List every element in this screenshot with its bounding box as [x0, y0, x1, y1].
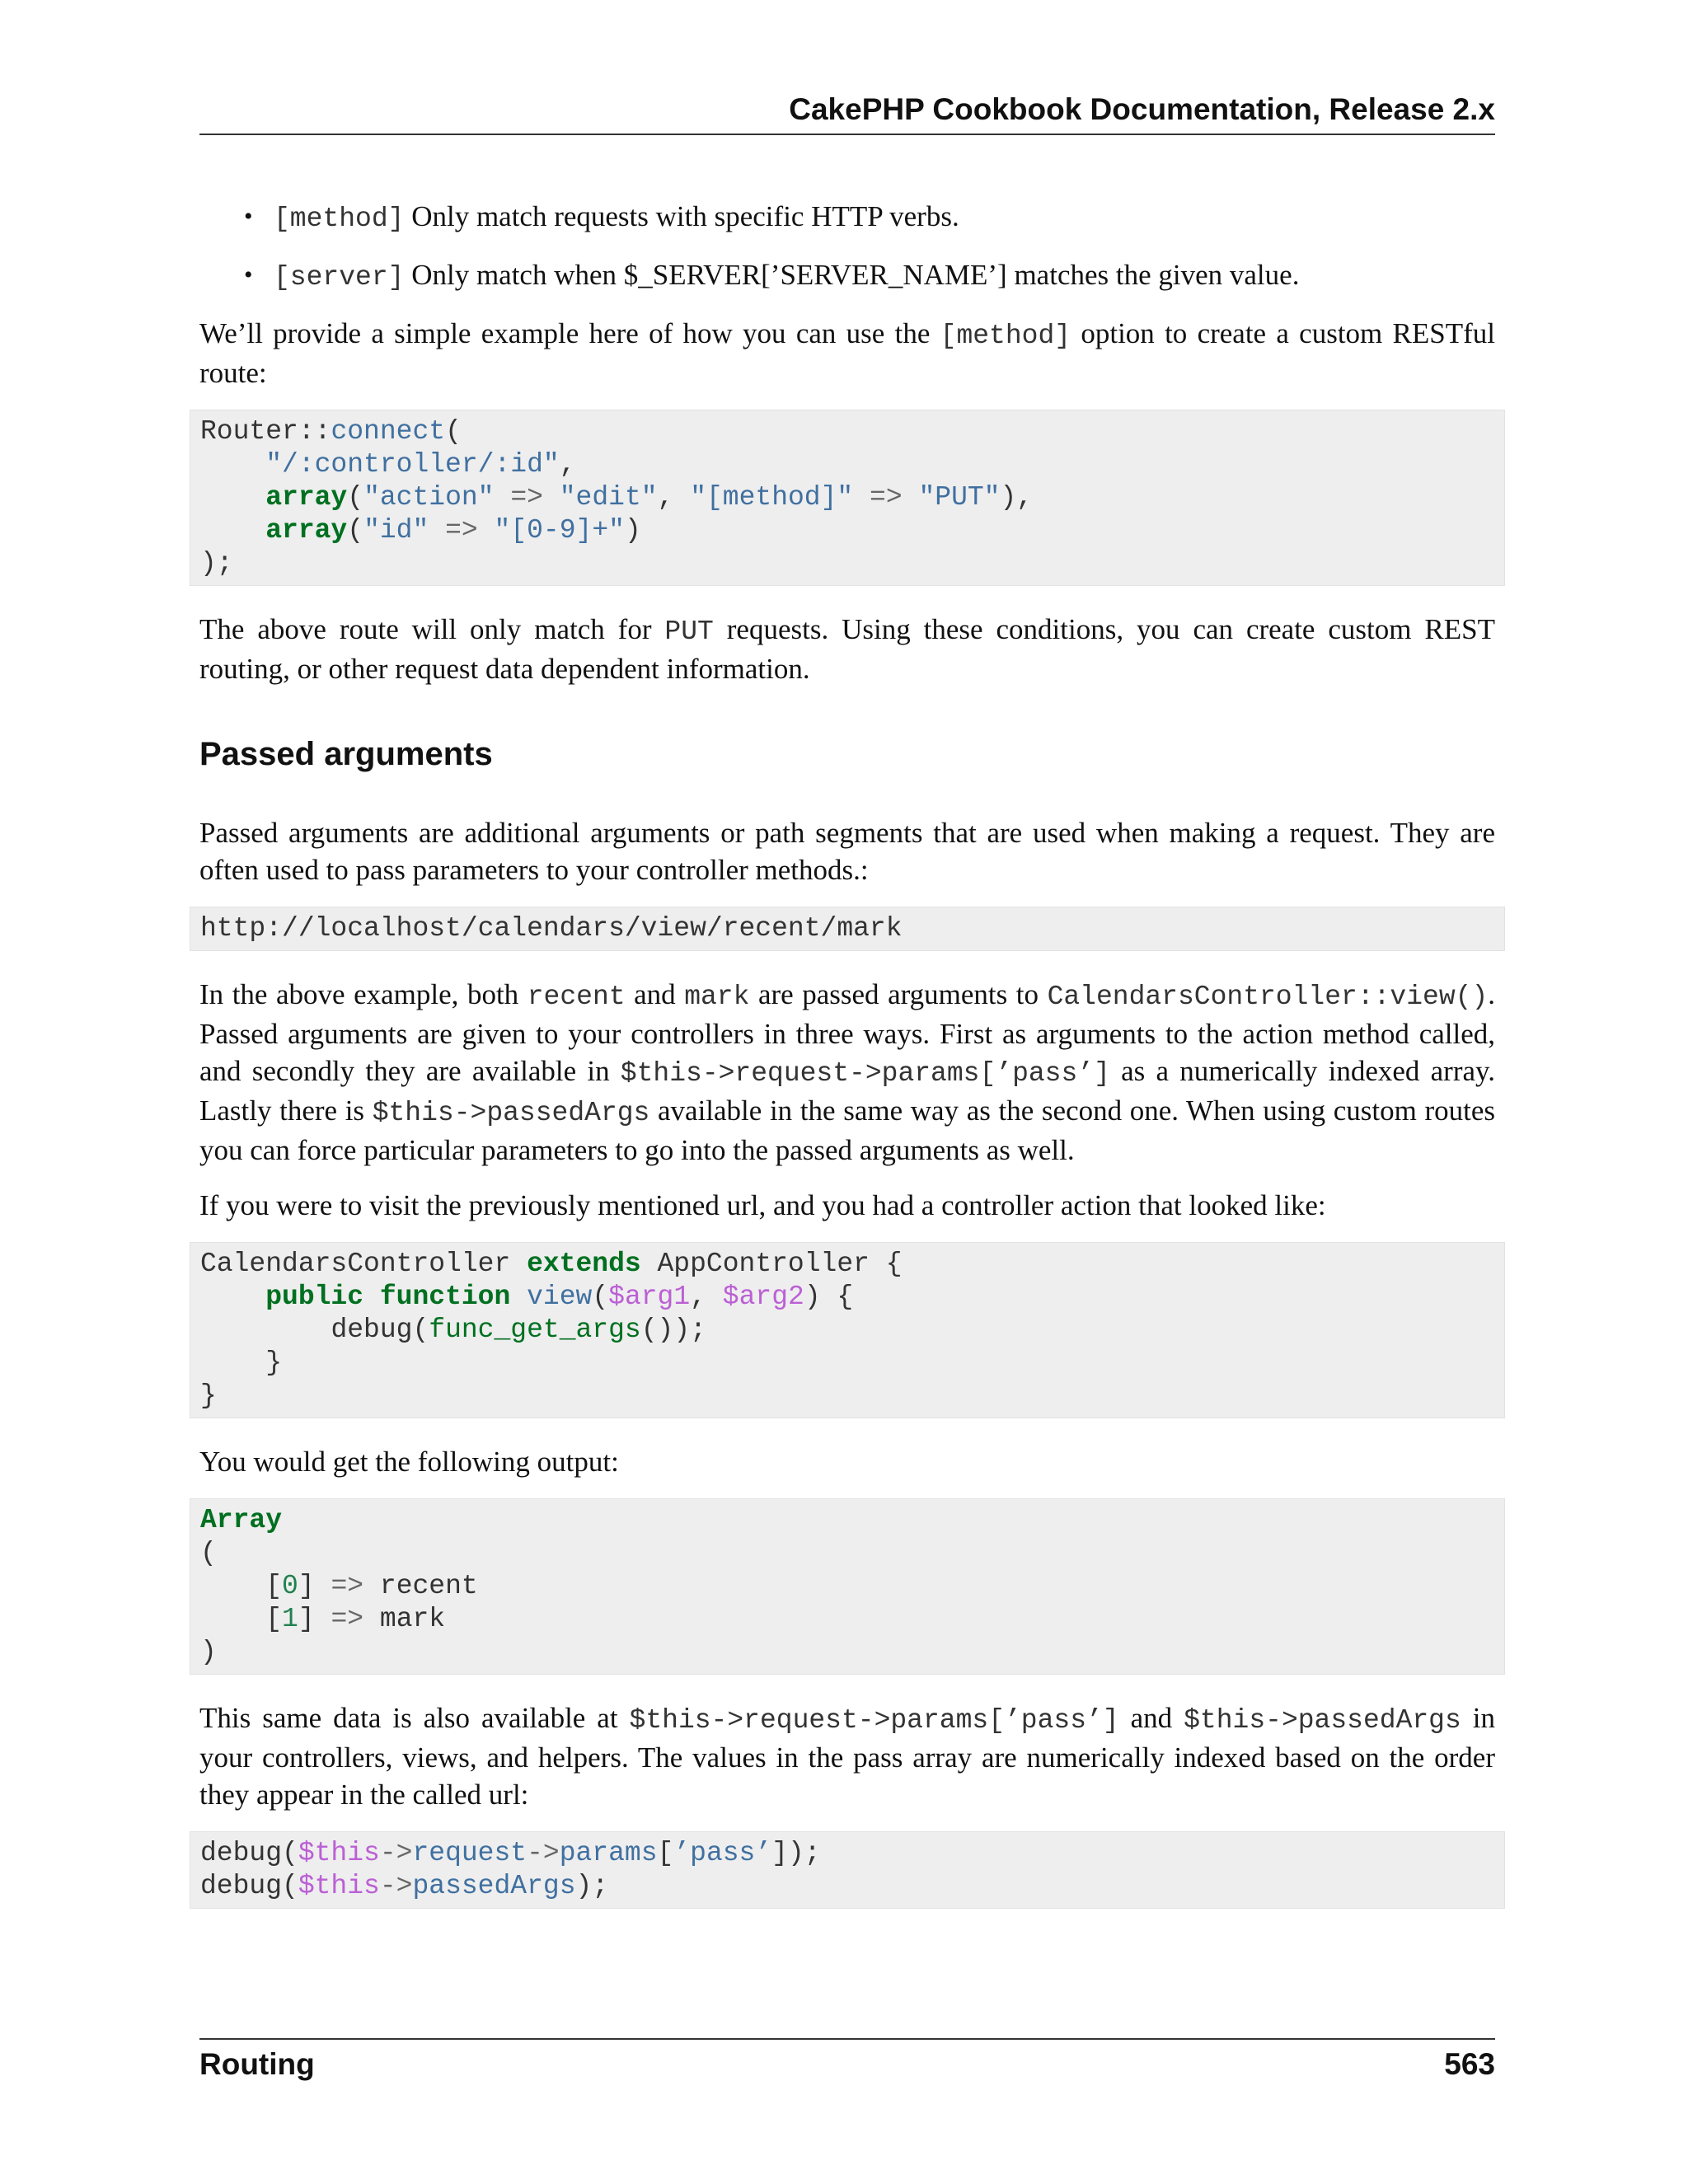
footer-rule — [199, 2038, 1495, 2040]
visit-paragraph: If you were to visit the previously mentioned url, and you had a controller action that looked like: — [199, 1189, 1326, 1221]
inline-code: PUT — [664, 616, 714, 647]
inline-code: [method] — [940, 321, 1071, 351]
text-run: option to create a custom RESTful route: — [199, 317, 1496, 389]
inline-code: CalendarsController::view() — [1047, 982, 1489, 1012]
page-number: 563 — [1444, 2047, 1495, 2081]
put-paragraph — [199, 611, 1495, 687]
passed-args-paragraph: Passed arguments are additional arguments or path segments that are used when making a request. They are often used to pass parameters to your controller methods.: — [199, 817, 1495, 886]
option-list — [199, 198, 1495, 296]
code-block-debug: debug($this->request->params[’pass’]); debug($this->passedArgs); — [190, 1831, 1505, 1909]
inline-code: [server] — [274, 262, 405, 293]
text-run: The above route will only match for — [199, 613, 665, 645]
intro-paragraph — [199, 315, 1495, 391]
footer-chapter: Routing — [199, 2047, 315, 2081]
running-header: CakePHP Cookbook Documentation, Release 2.x — [789, 92, 1495, 126]
code-block-url: http://localhost/calendars/view/recent/mark — [190, 907, 1505, 951]
code-block-router: Router::connect( "/:controller/:id", array("action" => "edit", "[method]" => "PUT"), array("id" => "[0-9]+") ); — [190, 410, 1505, 586]
list-item-text: Only match when $_SERVER[’SERVER_NAME’] matches the given value. — [411, 259, 1300, 291]
inline-code: $this->request->params[’pass’] — [620, 1058, 1110, 1089]
bullet-icon: • — [244, 261, 253, 288]
same-data-paragraph: This same data is also available at $this->request->params[’pass’] and $this->passedArgs in your controllers, views, and helpers. The values in the pass array are numerically indexed based on the order they appear in the called url: — [199, 1702, 1495, 1811]
inline-code: $this->passedArgs — [372, 1098, 650, 1128]
inline-code: $this->passedArgs — [1184, 1705, 1461, 1736]
section-heading: Passed arguments — [199, 736, 493, 772]
list-item-text: Only match requests with specific HTTP verbs. — [411, 200, 959, 232]
list-item — [244, 198, 1495, 237]
output-paragraph: You would get the following output: — [199, 1446, 619, 1478]
inline-code: recent — [527, 982, 626, 1012]
code-block-controller: CalendarsController extends AppController { public function view($arg1, $arg2) { debug(func_get_args()); } } — [190, 1242, 1505, 1418]
inline-code: [method] — [274, 204, 405, 234]
header-rule — [199, 134, 1495, 135]
bullet-icon: • — [244, 203, 253, 230]
inline-code: mark — [684, 982, 750, 1012]
inline-code: $this->request->params[’pass’] — [629, 1705, 1119, 1736]
text-run: requests. Using these conditions, you can create custom REST routing, or other request data dependent information. — [199, 613, 1495, 685]
page-content — [199, 198, 1495, 1933]
code-block-output: Array ( [0] => recent [1] => mark ) — [190, 1498, 1505, 1675]
list-item — [244, 256, 1495, 296]
text-run: We’ll provide a simple example here of how you can use the — [199, 317, 940, 349]
example-paragraph: In the above example, both recent and mark are passed arguments to CalendarsController::view(). Passed arguments are given to your controllers in three ways. First as arguments to the action method called, and secondly they are available in $this->request->params[’pass’] as a numerically indexed array. Lastly there is $this->passedArgs available in the same way as the second one. When using custom routes you can force particular parameters to go into the passed arguments as well. — [199, 978, 1496, 1166]
